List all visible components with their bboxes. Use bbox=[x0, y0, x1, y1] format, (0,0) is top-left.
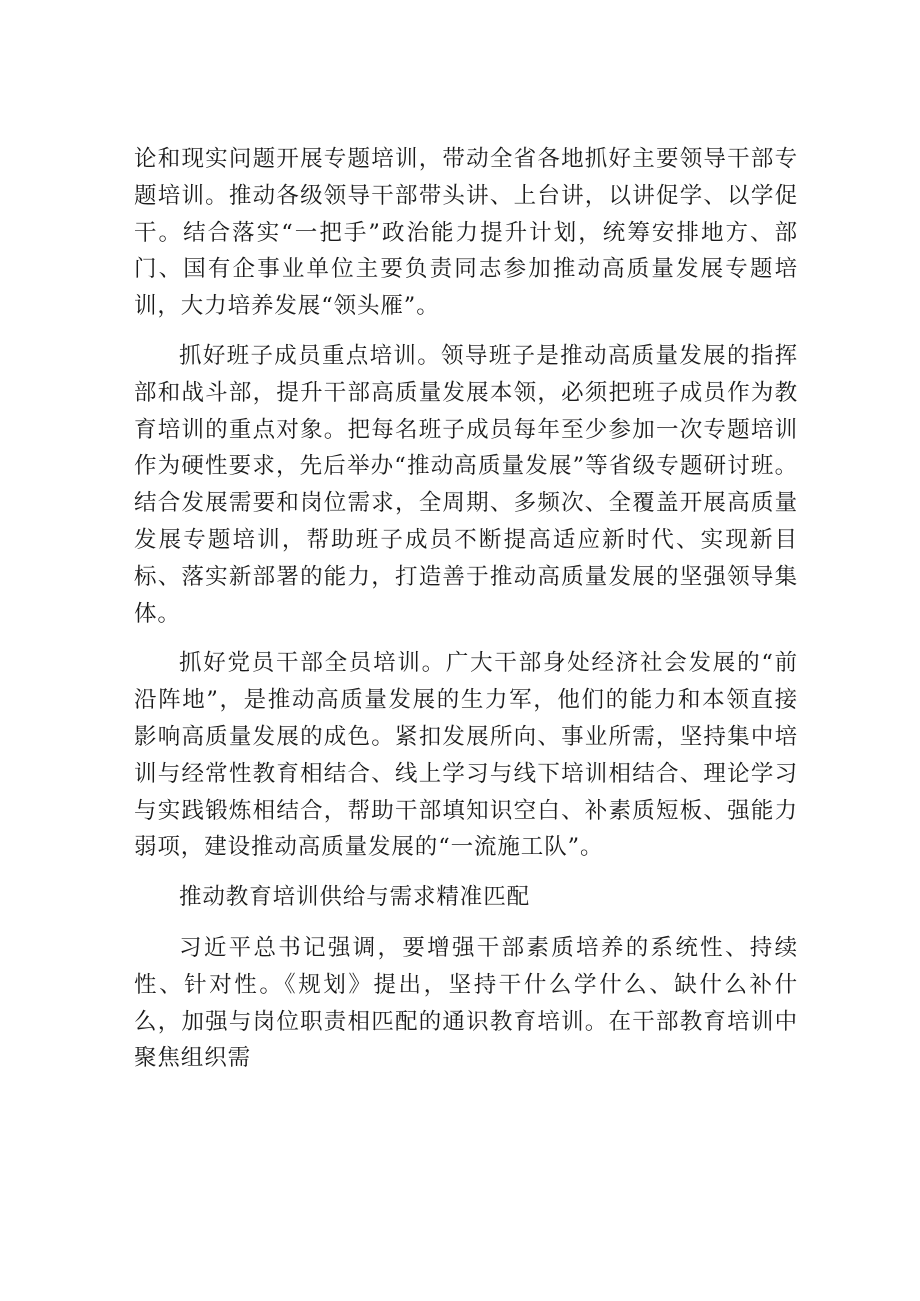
paragraph-team-training: 抓好班子成员重点培训。领导班子是推动高质量发展的指挥部和战斗部，提升干部高质量发展本领，必须把班子成员作为教育培训的重点对象。把每名班子成员每年至少参加一次专题培训作为硬性要求，先后举办“推动高质量发展”等省级专题研讨班。结合发展需要和岗位需求，全周期、多频次、全覆盖开展高质量发展专题培训，帮助班子成员不断提高适应新时代、实现新目标、落实新部署的能力，打造善于推动高质量发展的坚强领导集体。 bbox=[134, 342, 798, 627]
paragraph-continuation: 论和现实问题开展专题培训，带动全省各地抓好主要领导干部专题培训。推动各级领导干部带头讲、上台讲，以讲促学、以学促干。结合落实“一把手”政治能力提升计划，统筹安排地方、部门、国有企事业单位主要负责同志参加推动高质量发展专题培训，大力培养发展“领头雁”。 bbox=[134, 146, 798, 320]
section-heading: 推动教育培训供给与需求精准匹配 bbox=[179, 884, 531, 911]
paragraph-supply-demand: 习近平总书记强调，要增强干部素质培养的系统性、持续性、针对性。《规划》提出，坚持干什么学什么、缺什么补什么，加强与岗位职责相匹配的通识教育培训。在干部教育培训中聚焦组织需 bbox=[134, 934, 798, 1072]
paragraph-all-staff-training: 抓好党员干部全员培训。广大干部身处经济社会发展的“前沿阵地”，是推动高质量发展的生力军，他们的能力和本领直接影响高质量发展的成色。紧扣发展所向、事业所需，坚持集中培训与经常性教育相结合、线上学习与线下培训相结合、理论学习与实践锻炼相结合，帮助干部填知识空白、补素质短板、强能力弱项，建设推动高质量发展的“一流施工队”。 bbox=[134, 650, 798, 861]
document-body bbox=[134, 141, 798, 1090]
